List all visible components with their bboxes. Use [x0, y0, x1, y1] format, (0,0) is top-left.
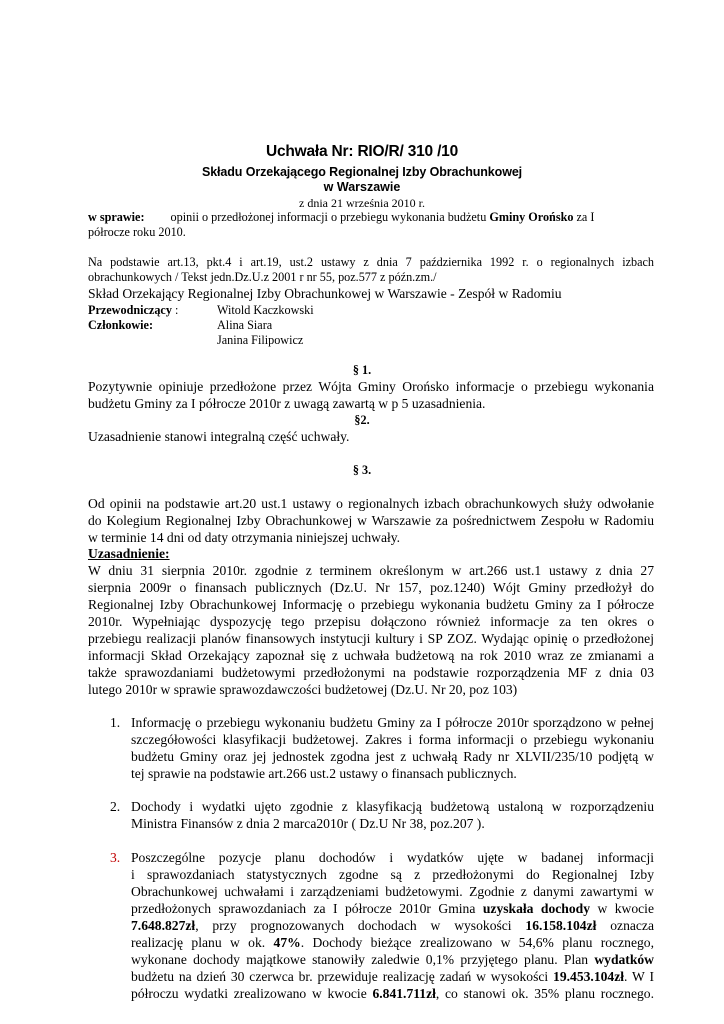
item-2-number: 2. — [110, 799, 121, 814]
section-3-line-1: Od opinii na podstawie art.20 ust.1 ustawy o regionalnych izbach obrachunkowych służy odwołanie — [88, 496, 654, 511]
item-3-line — [131, 953, 654, 967]
item-3-line — [131, 936, 654, 950]
panel-composition: Skład Orzekający Regionalnej Izby Obrachunkowej w Warszawie - Zespół w Radomiu — [88, 286, 562, 301]
item-1-line: szczegółowości klasyfikacji budżetowej. Zakres i forma informacji o przebiegu wykonaniu — [131, 732, 654, 747]
item-3-text: półroczu wydatki zrealizowano w kwocie — [131, 986, 373, 1001]
item-3-line — [131, 970, 654, 984]
section-2-heading: §2. — [354, 413, 370, 427]
member-name-1: Alina Siara — [217, 318, 273, 332]
chair-colon: : — [171, 303, 179, 317]
section-3-line-3: w terminie 14 dni od daty otrzymania niniejszej uchwały. — [88, 530, 401, 545]
matter-line — [88, 211, 594, 223]
planned-expenditure-amount: 19.453.104zł — [553, 969, 625, 984]
item-1-line: budżetu Gminy oraz jej jednostek zgodna jest z uchwałą Rady nr XLVII/235/10 podjętą w — [131, 749, 654, 764]
justification-line: 2010r. Wypełniając dyspozycję tego przepisu dołączono również informacje za ten okres o — [88, 614, 654, 629]
item-1-line: Informację o przebiegu wykonaniu budżetu Gminy za I półrocze 2010r sporządzono w pełnej — [131, 715, 654, 730]
justification-line: sierpnia 2009r o finansach publicznych (Dz.U. Nr 157, poz.1240) Wójt Gminy przedłożył do — [88, 580, 654, 595]
item-3-line — [131, 902, 654, 916]
item-3-text: , przy prognozowanych dochodach w wysokości — [195, 918, 526, 933]
income-amount: 7.648.827zł — [131, 918, 196, 933]
section-3-heading: § 3. — [352, 463, 372, 477]
planned-income-amount: 16.158.104zł — [525, 918, 597, 933]
income-realization-percent: 47% — [273, 935, 301, 950]
item-3-text: przedłożonych sprawozdaniach za I półrocze 2010r Gmina — [131, 901, 483, 916]
matter-text: opinii o przedłożonej informacji o przebiegu wykonania budżetu — [170, 210, 490, 224]
chair-label-text: Przewodniczący — [88, 303, 172, 317]
section-2-line-1: Uzasadnienie stanowi integralną część uchwały. — [88, 429, 350, 444]
item-3-text: , co stanowi ok. 35% planu rocznego. — [435, 986, 655, 1001]
resolution-date: z dnia 21 września 2010 r. — [299, 196, 425, 210]
item-3-text: . Dochody bieżące zrealizowano w 54,6% planu rocznego, — [300, 935, 654, 950]
chair-label — [88, 304, 178, 316]
item-2-line: Ministra Finansów z dnia 2 marca2010r ( Dz.U Nr 38, poz.207 ). — [131, 816, 485, 831]
item-3-text: oznacza — [596, 918, 654, 933]
justification-line: W dniu 31 sierpnia 2010r. zgodnie z terminem określonym w art.266 ust.1 ustawy z dnia 27 — [88, 563, 654, 578]
resolution-subtitle-body: Składu Orzekającego Regionalnej Izby Obrachunkowej — [201, 165, 523, 179]
matter-label: w sprawie: — [88, 210, 145, 224]
item-2-line: Dochody i wydatki ujęto zgodnie z klasyfikacją budżetową ustaloną w rozporządzeniu — [131, 799, 654, 814]
section-1-line-1: Pozytywnie opiniuje przedłożone przez Wójta Gminy Orońsko informacje o przebiegu wykonania — [88, 379, 654, 394]
matter-text-end: za I — [573, 210, 595, 224]
item-3-text: w kwocie — [590, 901, 654, 916]
item-3-line — [131, 987, 654, 1001]
justification-line: Regionalnej Izby Obrachunkowej Informację o przebiegu wykonania budżetu Gminy za I półrocze — [88, 597, 654, 612]
item-3-number: 3. — [110, 850, 121, 865]
legal-basis-line-2: obrachunkowych / Tekst jedn.Dz.U.z 2001 r nr 55, poz.577 z późn.zm./ — [88, 270, 437, 284]
justification-heading: Uzasadnienie: — [88, 546, 170, 561]
section-1-heading: § 1. — [352, 363, 372, 377]
expenditure-amount: 6.841.711zł — [372, 986, 436, 1001]
section-1-line-2: budżetu Gminy za I półrocze 2010r z uwagą zawartą w p 5 uzasadnienia. — [88, 396, 486, 411]
item-3-line: Poszczególne pozycje planu dochodów i wydatków ujęte w badanej informacji — [131, 850, 654, 865]
members-label: Członkowie: — [88, 318, 153, 332]
item-3-text: budżetu na dzień 30 czerwca br. przewiduje realizację zadań w wysokości — [131, 969, 554, 984]
resolution-title: Uchwała Nr: RIO/R/ 310 /10 — [265, 143, 459, 160]
member-name-2: Janina Filipowicz — [217, 333, 304, 347]
justification-line: przebiegu realizacji planów finansowych instytucji kultury i SP ZOZ. Wydając opinię o przedłożonej — [88, 631, 654, 646]
justification-line: lutego 2010r w sprawie sprawozdawczości budżetowej (Dz.U. Nr 20, poz 103) — [88, 682, 518, 697]
item-3-text: realizację planu w ok. — [131, 935, 274, 950]
section-3-line-2: do Kolegium Regionalnej Izby Obrachunkowej w Warszawie za pośrednictwem Zespołu w Radomiu — [88, 513, 654, 528]
chair-name: Witold Kaczkowski — [217, 303, 314, 317]
item-1-line: tej sprawie na podstawie art.266 ust.2 ustawy o finansach publicznych. — [131, 766, 517, 781]
item-1-number: 1. — [110, 715, 121, 730]
matter-gmina: Gminy Orońsko — [489, 210, 574, 224]
item-3-income-label: uzyskała dochody — [482, 901, 591, 916]
resolution-subtitle-city: w Warszawie — [323, 180, 401, 194]
legal-basis-line-1: Na podstawie art.13, pkt.4 i art.19, ust.2 ustawy z dnia 7 października 1992 r. o regionalnych izbach — [88, 255, 654, 269]
item-3-line — [131, 919, 654, 933]
item-3-text: . W I — [624, 969, 654, 984]
justification-line: informacji Skład Orzekający zapoznał się z uchwała budżetową na rok 2010 wraz ze zmianami a — [88, 648, 654, 663]
expenditure-label: wydatków — [594, 952, 654, 967]
item-3-text: wykonane dochody majątkowe stanowiły zaledwie 0,1% przyjętego planu. Plan — [131, 952, 595, 967]
matter-line-2: półrocze roku 2010. — [88, 225, 186, 239]
justification-line: także sprawozdaniami budżetowymi przedłożonymi na podstawie rozporządzenia MF z dnia 03 — [88, 665, 654, 680]
item-3-line: i sprawozdaniach statystycznych zgodne są z przedłożonymi do Regionalnej Izby — [131, 867, 654, 882]
item-3-line: Obrachunkowej uchwałami i zarządzeniami budżetowymi. Zgodnie z danymi zawartymi w — [131, 884, 654, 899]
